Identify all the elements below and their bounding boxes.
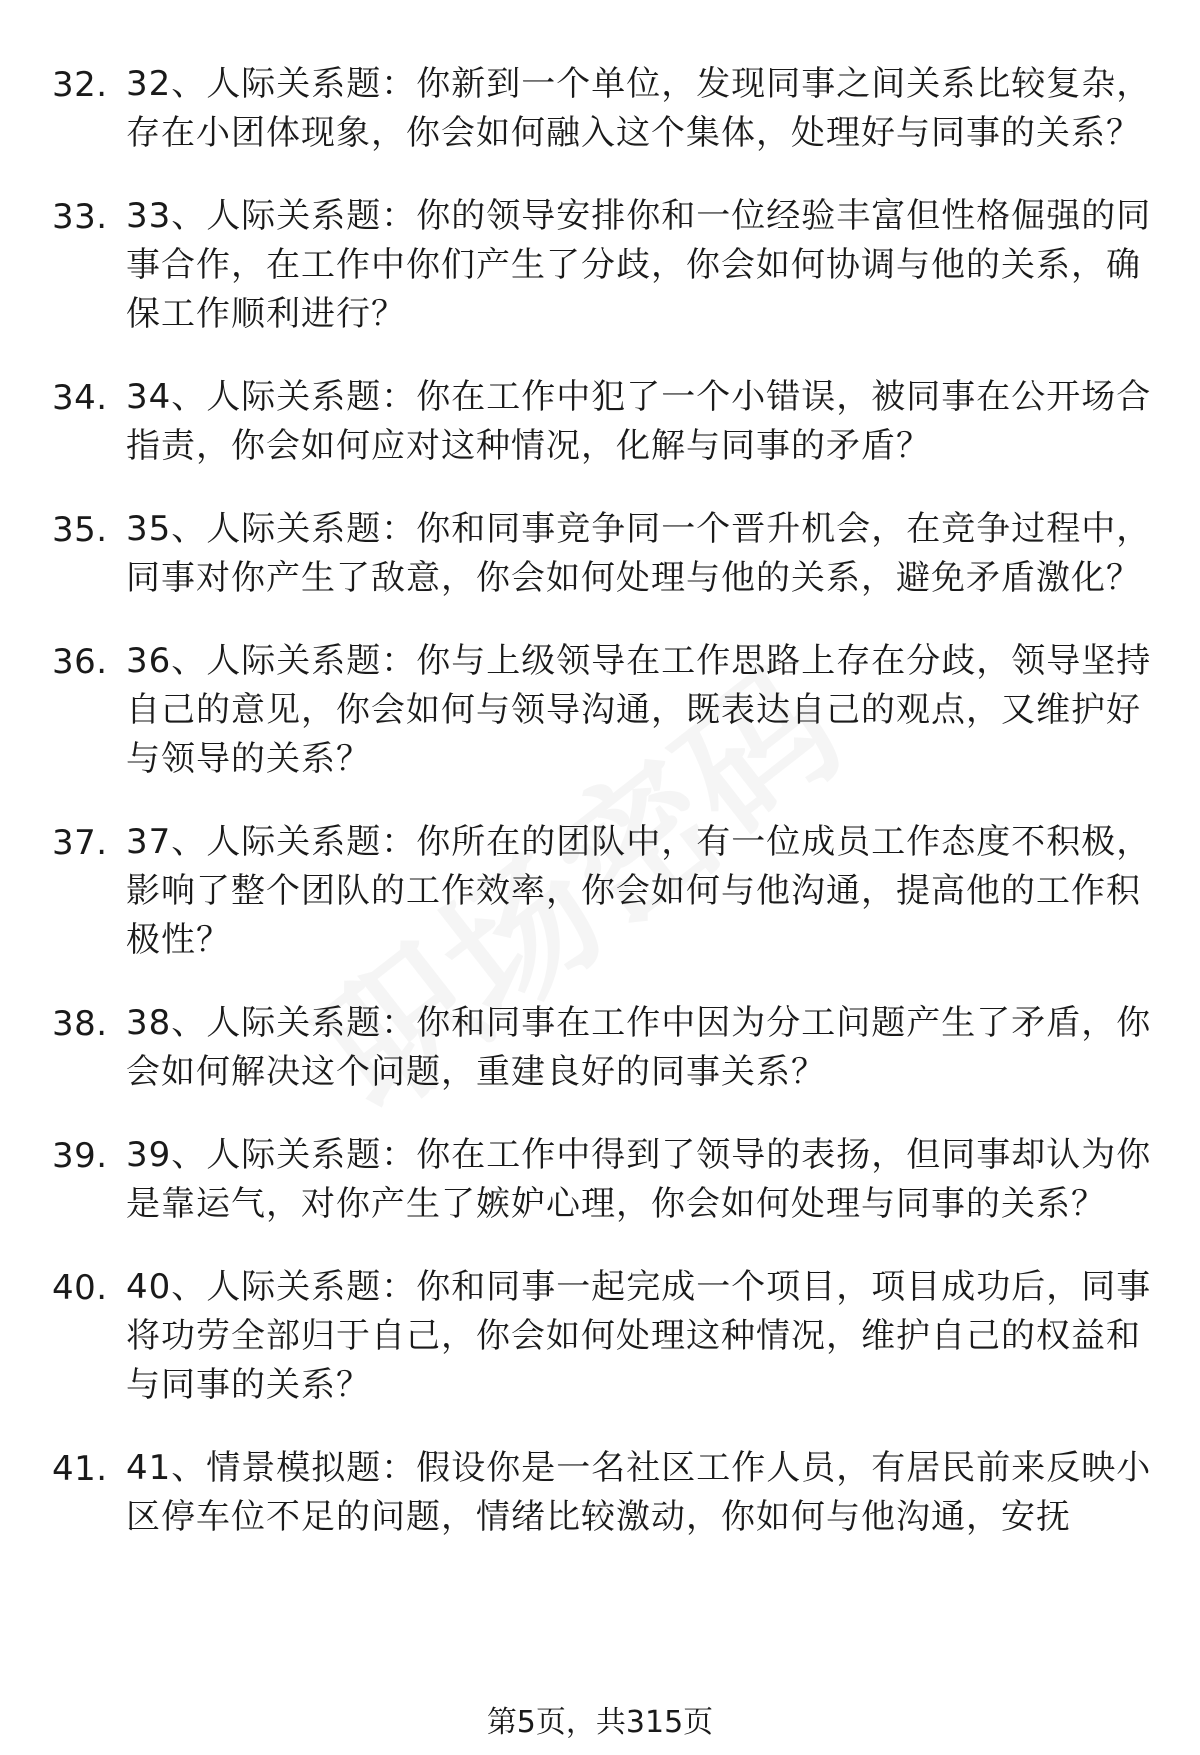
list-item [52, 999, 1152, 1097]
list-item [52, 1131, 1152, 1229]
list-item [52, 373, 1152, 471]
item-text: 39、人际关系题：你在工作中得到了领导的表扬，但同事却认为你是靠运气，对你产生了嫉妒心理，你会如何处理与同事的关系？ [126, 1135, 1152, 1224]
item-text: 40、人际关系题：你和同事一起完成一个项目，项目成功后，同事将功劳全部归于自己，你会如何处理这种情况，维护自己的权益和与同事的关系？ [126, 1267, 1152, 1405]
item-number: 36. [52, 642, 108, 682]
item-number: 35. [52, 510, 108, 550]
item-number: 40. [52, 1268, 108, 1308]
question-list [52, 60, 1152, 1576]
item-text: 33、人际关系题：你的领导安排你和一位经验丰富但性格倔强的同事合作，在工作中你们产生了分歧，你会如何协调与他的关系，确保工作顺利进行？ [126, 196, 1152, 334]
item-number: 39. [52, 1136, 108, 1176]
item-text: 34、人际关系题：你在工作中犯了一个小错误，被同事在公开场合指责，你会如何应对这种情况，化解与同事的矛盾？ [126, 377, 1152, 466]
item-number: 41. [52, 1449, 108, 1489]
item-text: 36、人际关系题：你与上级领导在工作思路上存在分歧，领导坚持自己的意见，你会如何与领导沟通，既表达自己的观点，又维护好与领导的关系？ [126, 641, 1152, 779]
item-number: 37. [52, 823, 108, 863]
list-item [52, 637, 1152, 784]
list-item [52, 1263, 1152, 1410]
list-item [52, 1444, 1152, 1542]
list-item [52, 60, 1152, 158]
item-number: 34. [52, 378, 108, 418]
page-number-footer: 第5页，共315页 [486, 1705, 714, 1740]
item-text: 32、人际关系题：你新到一个单位，发现同事之间关系比较复杂，存在小团体现象，你会如何融入这个集体，处理好与同事的关系？ [126, 64, 1152, 153]
list-item [52, 818, 1152, 965]
item-text: 35、人际关系题：你和同事竞争同一个晋升机会，在竞争过程中，同事对你产生了敌意，你会如何处理与他的关系，避免矛盾激化？ [126, 509, 1152, 598]
item-number: 38. [52, 1004, 108, 1044]
item-text: 41、情景模拟题：假设你是一名社区工作人员，有居民前来反映小区停车位不足的问题，情绪比较激动，你如何与他沟通，安抚 [126, 1448, 1152, 1537]
list-item [52, 505, 1152, 603]
item-text: 37、人际关系题：你所在的团队中，有一位成员工作态度不积极，影响了整个团队的工作效率，你会如何与他沟通，提高他的工作积极性？ [126, 822, 1152, 960]
item-number: 33. [52, 197, 108, 237]
list-item [52, 192, 1152, 339]
item-number: 32. [52, 65, 108, 105]
item-text: 38、人际关系题：你和同事在工作中因为分工问题产生了矛盾，你会如何解决这个问题，重建良好的同事关系？ [126, 1003, 1152, 1092]
